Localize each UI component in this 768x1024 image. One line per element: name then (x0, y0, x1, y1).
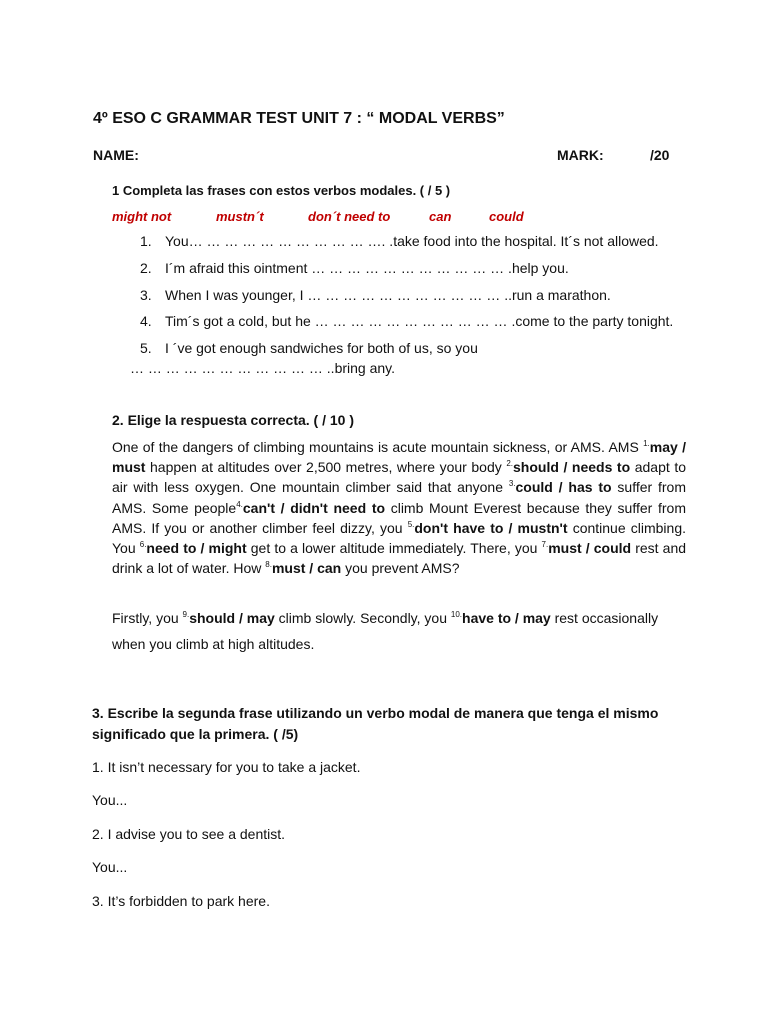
item-number: 2. (140, 260, 152, 276)
item-5-continuation: … … … … … … … … … … … ..bring any. (130, 360, 396, 376)
item-text: Tim´s got a cold, but he … … … … … … … … … … … .come to the party tonight. (165, 313, 674, 329)
rewrite-prompt-3: 3. It’s forbidden to park here. (92, 893, 270, 909)
word-bank-item: could (489, 209, 524, 224)
mark-total: /20 (650, 147, 670, 163)
item-number: 1. (140, 233, 152, 249)
name-label: NAME: (93, 147, 139, 163)
item-number: 5. (140, 340, 152, 356)
rewrite-prompt-1: 1. It isn’t necessary for you to take a jacket. (92, 759, 361, 775)
reading-paragraph-1: One of the dangers of climbing mountains is acute mountain sickness, or AMS. AMS $^{1.}$may / must happen at altitudes over 2,500 metres, where your body $^{2.}$should / needs to adapt to air with less oxygen. One mountain climber said that anyone $^{3.}$could / has to suffer from AMS. Some people$^{4.}$can't / didn't need to climb Mount Everest because they suffer from AMS. If you or another climber feel dizzy, you $^{5.}$don't have to / mustn't continue climbing. You $^{6.}$need to / might get to a lower altitude immediately. There, you $^{7.}$must / could rest and drink a lot of water. How $^{8.}$must / can you prevent AMS? (112, 439, 687, 577)
section-1-heading: 1 Completa las frases con estos verbos modales. ( / 5 ) (112, 183, 451, 198)
rewrite-answer-2: You... (92, 859, 128, 875)
item-text: You… … … … … … … … … … …. .take food into the hospital. It´s not allowed. (165, 233, 659, 249)
item-number: 3. (140, 287, 152, 303)
reading-paragraph-2: Firstly, you $^{9.}$should / may climb slowly. Secondly, you $^{10.}$have to / may rest occasionally when you climb at high altitudes. (112, 610, 659, 652)
item-text: I ´ve got enough sandwiches for both of us, so you (165, 340, 478, 356)
rewrite-prompt-2: 2. I advise you to see a dentist. (92, 826, 286, 842)
item-text: When I was younger, I … … … … … … … … … … … ..run a marathon. (165, 287, 611, 303)
item-text: I´m afraid this ointment … … … … … … … … … … … .help you. (165, 260, 569, 276)
word-bank-item: don´t need to (308, 209, 391, 224)
word-bank-item: mustn´t (216, 209, 264, 224)
rewrite-answer-1: You... (92, 792, 128, 808)
word-bank-item: can (429, 209, 452, 224)
section-2-heading: 2. Elige la respuesta correcta. ( / 10 ) (112, 412, 354, 428)
section-3-heading: 3. Escribe la segunda frase utilizando un verbo modal de manera que tenga el mismo significado que la primera. ( /5) (92, 705, 659, 742)
item-number: 4. (140, 313, 152, 329)
test-title: 4º ESO C GRAMMAR TEST UNIT 7 : “ MODAL VERBS” (93, 110, 505, 127)
mark-label: MARK: (557, 147, 604, 163)
word-bank-item: might not (112, 209, 172, 224)
